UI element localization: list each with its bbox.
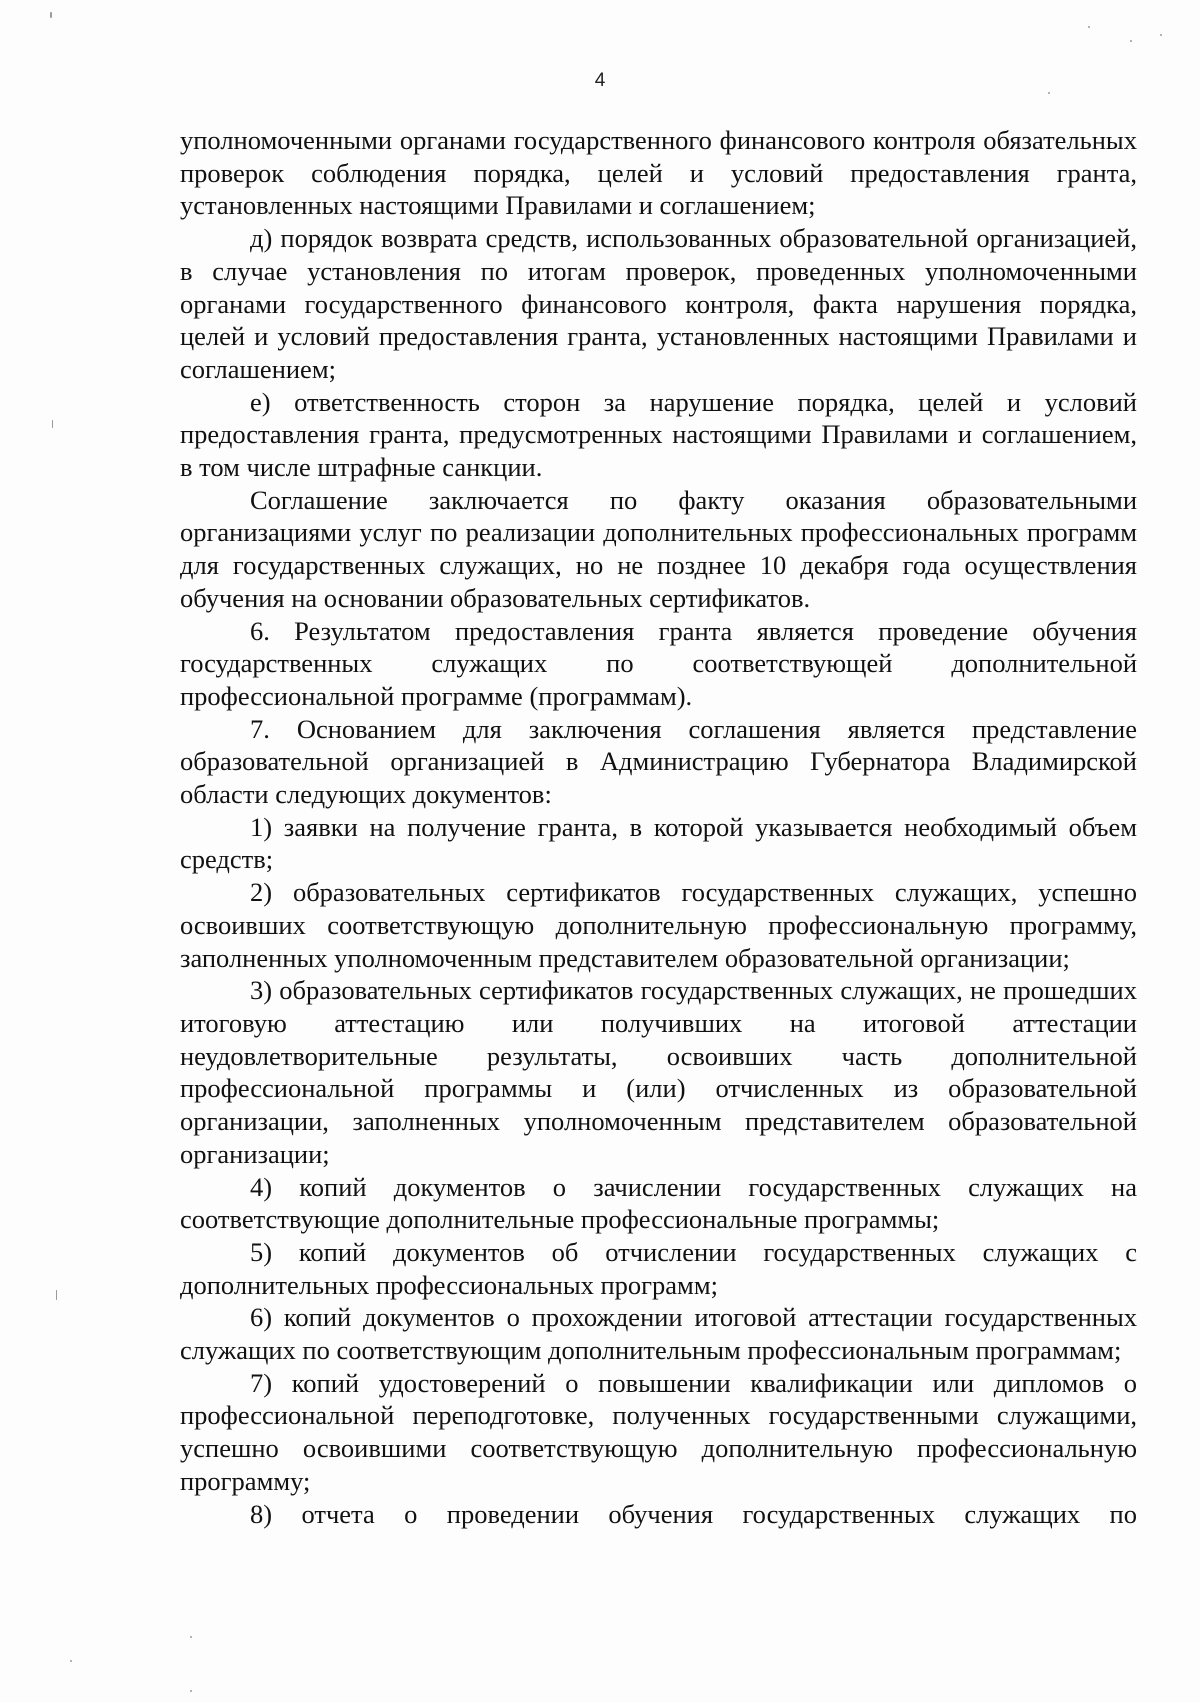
paragraph-agreement: Соглашение заключается по факту оказания образовательными организациями услуг по реализации дополнительных профессиональных программ для государственных служащих, но не позднее 10 декабря года осуществления обучения на основании образовательных сертификатов. [180, 484, 1137, 613]
scan-speck [50, 12, 52, 18]
list-item-4: 4) копий документов о зачислении государственных служащих на соответствующие дополнительные профессиональные программы; [180, 1171, 1137, 1235]
paragraph-item-e: е) ответственность сторон за нарушение порядка, целей и условий предоставления гранта, предусмотренных настоящими Правилами и соглашением, в том числе штрафные санкции. [180, 386, 1137, 483]
scan-speck [52, 420, 53, 428]
scan-speck [1160, 34, 1162, 36]
list-item-8: 8) отчета о проведении обучения государственных служащих по [250, 1498, 1137, 1529]
paragraph-continuation: уполномоченными органами государственного финансового контроля обязательных проверок соблюдения порядка, целей и условий предоставления гранта, установленных настоящими Правилами и соглашением; [180, 125, 1137, 221]
scan-speck [190, 1636, 192, 1638]
list-item-3: 3) образовательных сертификатов государственных служащих, не прошедших итоговую аттестацию или получивших на итоговой аттестации неудовлетворительные результаты, освоивших часть дополнительной профессиональной программы и (или) отчисленных из образовательной организации, заполненных уполномоченным представителем образовательной организации; [180, 975, 1137, 1169]
page-number: 4 [594, 70, 606, 91]
scan-speck [190, 1690, 192, 1692]
document-body [180, 124, 1137, 1530]
scan-speck [70, 1660, 72, 1662]
paragraph-item-d: д) порядок возврата средств, использованных образовательной организацией, в случае установления по итогам проверок, проведенных уполномоченными органами государственного финансового контроля, факта нарушения порядка, целей и условий предоставления гранта, установленных настоящими Правилами и соглашением; [180, 223, 1137, 384]
scan-speck [1088, 26, 1090, 28]
scan-speck [1130, 40, 1132, 42]
scan-speck [1048, 92, 1050, 94]
list-item-6: 6) копий документов о прохождении итоговой аттестации государственных служащих по соответствующим дополнительным профессиональным программам; [180, 1302, 1137, 1366]
list-item-1: 1) заявки на получение гранта, в которой указывается необходимый объем средств; [180, 811, 1137, 875]
list-item-5: 5) копий документов об отчислении государственных служащих с дополнительных профессиональных программ; [180, 1236, 1137, 1300]
list-item-2: 2) образовательных сертификатов государственных служащих, успешно освоивших соответствующую дополнительную профессиональную программу, заполненных уполномоченным представителем образовательной организации; [180, 877, 1137, 973]
paragraph-clause-6: 6. Результатом предоставления гранта является проведение обучения государственных служащих по соответствующей дополнительной профессиональной программе (программам). [180, 615, 1137, 711]
paragraph-clause-7: 7. Основанием для заключения соглашения является представление образовательной организацией в Администрацию Губернатора Владимирской области следующих документов: [180, 713, 1137, 810]
list-item-7: 7) копий удостоверений о повышении квалификации или дипломов о профессиональной переподготовке, полученных государственными служащими, успешно освоившими соответствующую дополнительную профессиональную программу; [180, 1367, 1137, 1496]
scan-speck [56, 1290, 57, 1300]
